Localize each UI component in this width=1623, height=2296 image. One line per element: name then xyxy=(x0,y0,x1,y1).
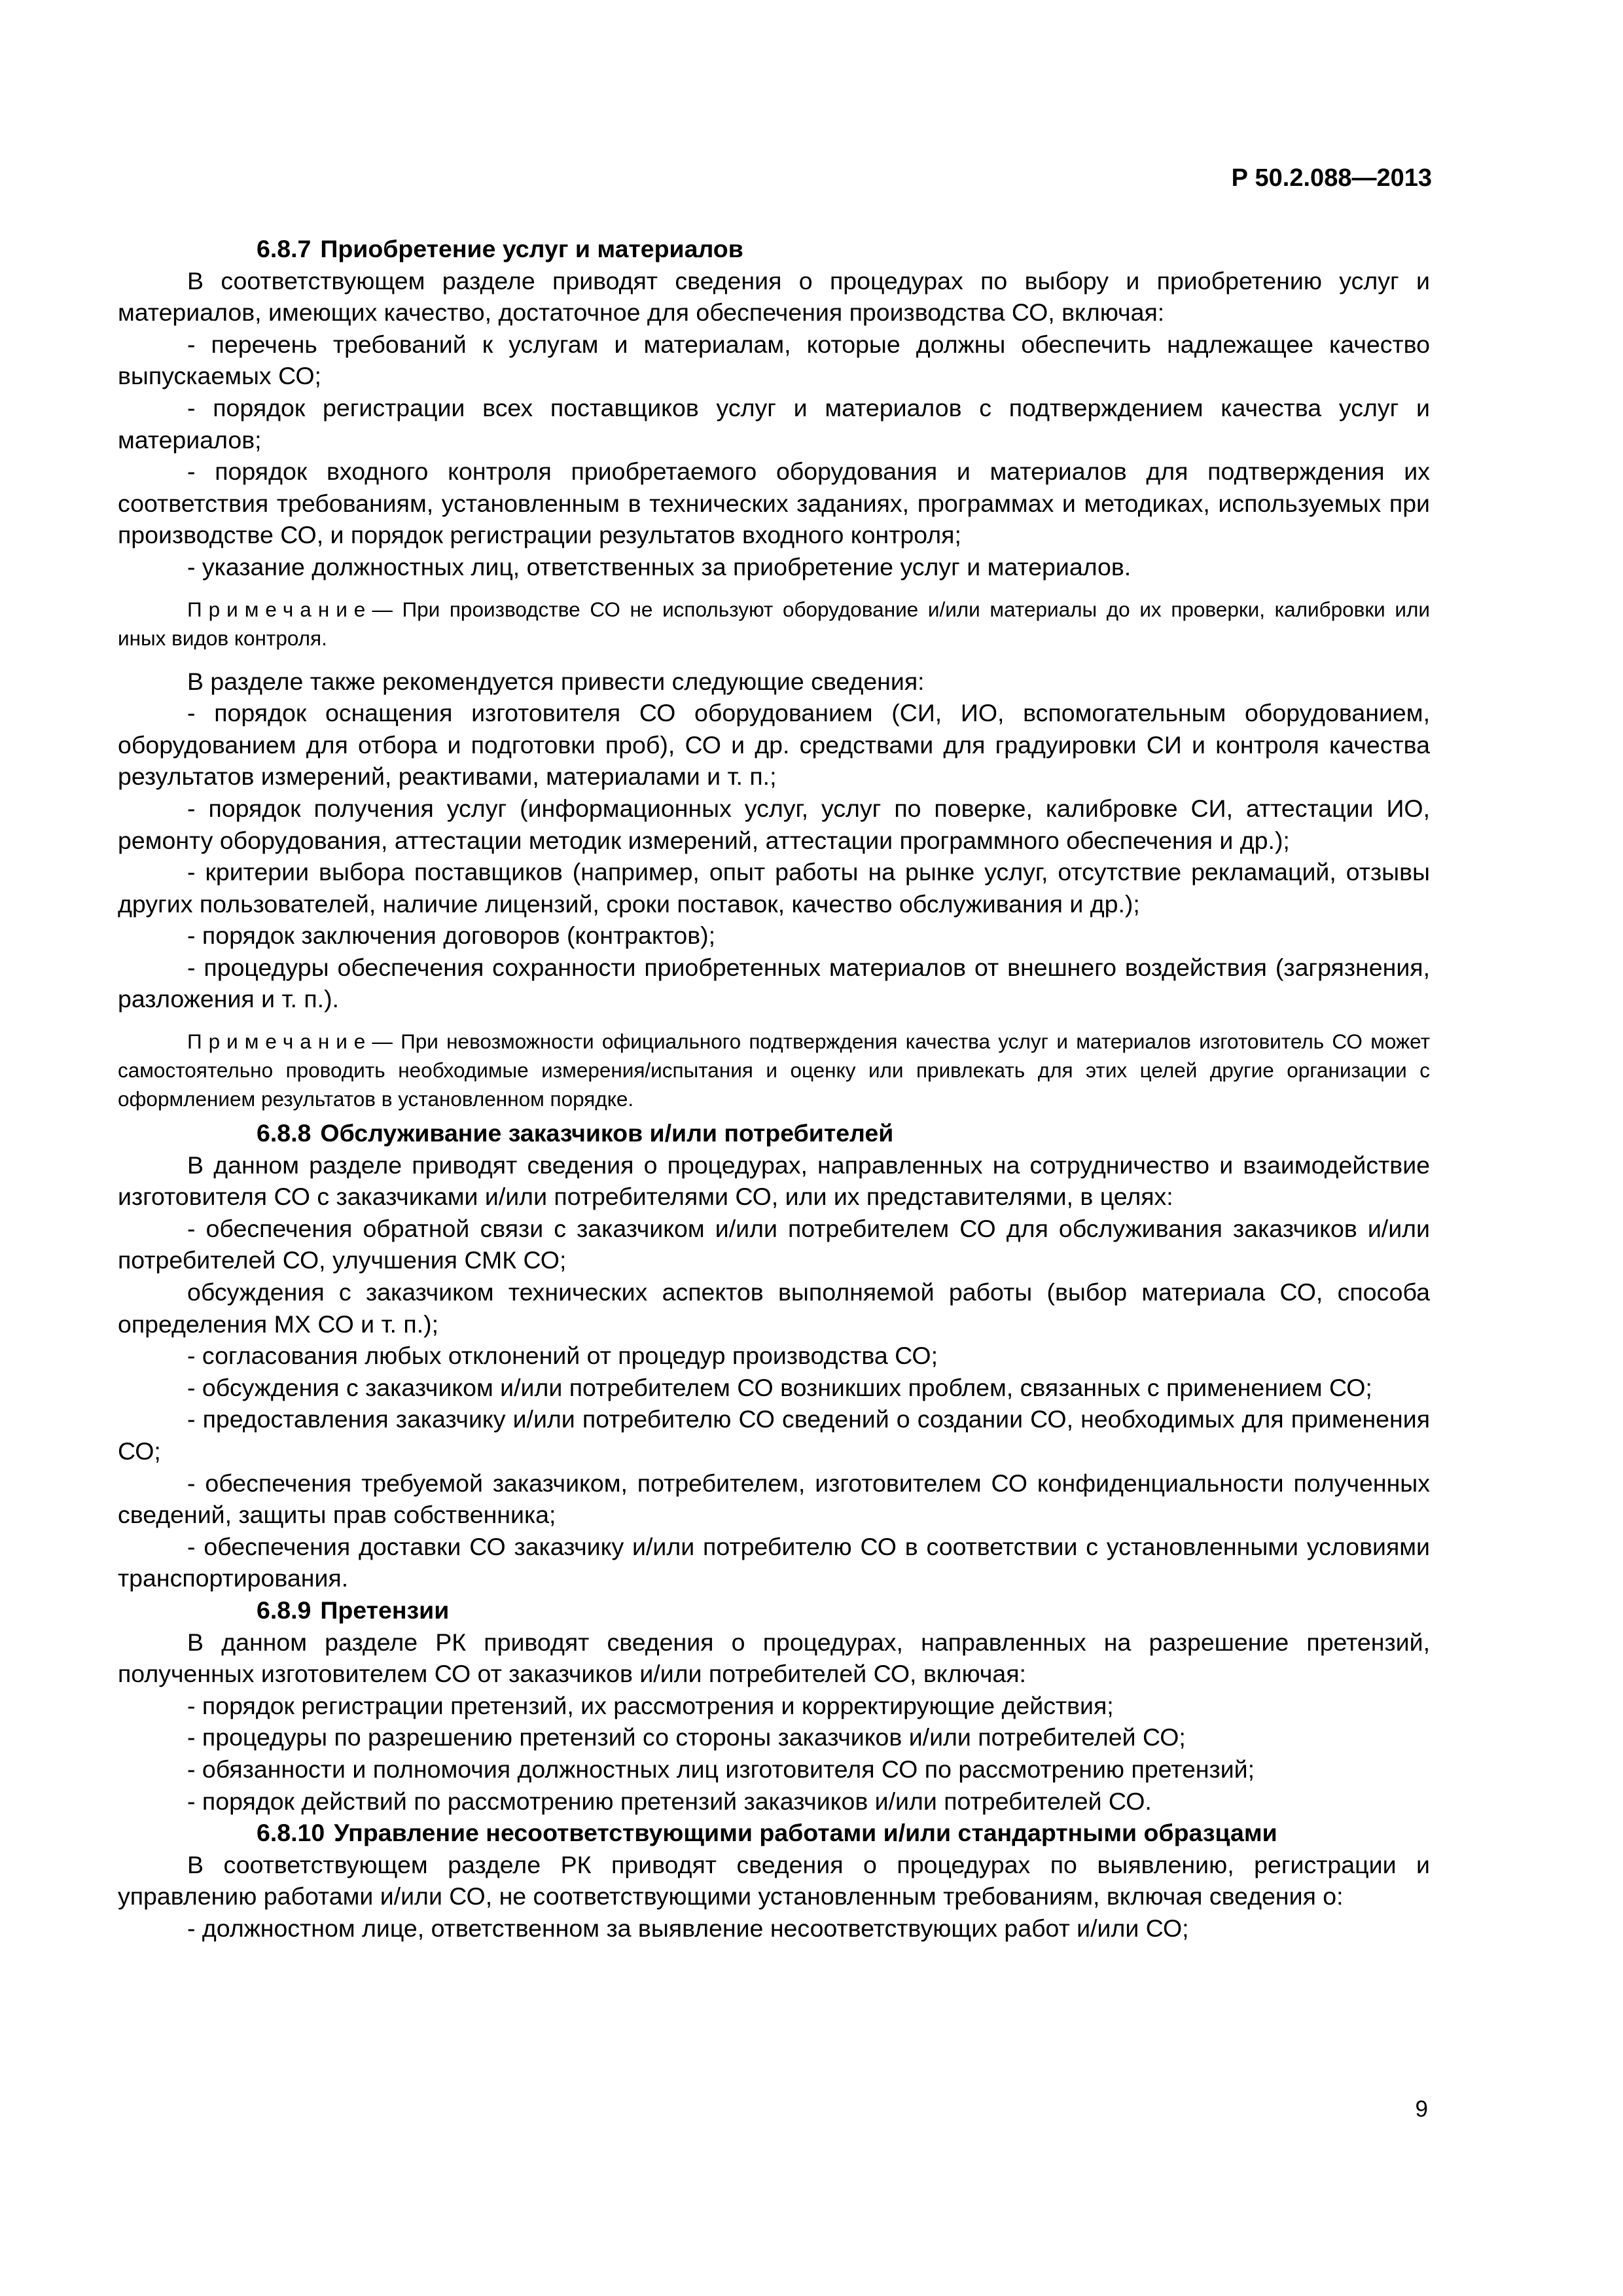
list-item: - обязанности и полномочия должностных лиц изготовителя СО по рассмотрению претензий; xyxy=(187,1755,1255,1783)
note-label: Примечание xyxy=(187,1030,372,1054)
list-item: - предоставления заказчику и/или потребителю СО сведений о создании СО, необходимых для применения СО; xyxy=(118,1405,1430,1465)
section-number: 6.8.10 xyxy=(257,1819,325,1847)
note-text: — При производстве СО не используют оборудование и/или материалы до их проверки, калибровки или иных видов контроля. xyxy=(118,597,1430,650)
page-content xyxy=(118,233,1430,1945)
list-item: - указание должностных лиц, ответственных за приобретение услуг и материалов. xyxy=(187,552,1132,581)
section-heading-6-8-8 xyxy=(118,1117,1430,1149)
section-title: Управление несоответствующими работами и/или стандартными образцами xyxy=(334,1819,1277,1847)
section-heading-6-8-10 xyxy=(118,1817,1430,1849)
paragraph: В соответствующем разделе приводят сведения о процедурах по выбору и приобретению услуг и материалов, имеющих качество, достаточное для обеспечения производства СО, включая: xyxy=(118,266,1430,327)
list-item: - порядок оснащения изготовителя СО оборудованием (СИ, ИО, вспомогательным оборудованием, оборудованием для отбора и подготовки проб), СО и др. средствами для градуировки СИ и контроля качества результатов измерений, реактивами, материалами и т. п.; xyxy=(118,699,1430,791)
list-item: - обеспечения обратной связи с заказчиком и/или потребителем СО для обслуживания заказчиков и/или потребителей СО, улучшения СМК СО; xyxy=(118,1214,1430,1274)
paragraph: В разделе также рекомендуется привести следующие сведения: xyxy=(187,667,925,695)
note-text: — При невозможности официального подтверждения качества услуг и материалов изготовитель СО может самостоятельно проводить необходимые измерения/испытания и оценку или привлекать для этих целей другие организации с оформлением результатов в установленном порядке. xyxy=(118,1030,1430,1111)
list-item: - порядок действий по рассмотрению претензий заказчиков и/или потребителей СО. xyxy=(187,1787,1152,1815)
list-item: - процедуры обеспечения сохранности приобретенных материалов от внешнего воздействия (загрязнения, разложения и т. п.). xyxy=(118,953,1430,1013)
list-item: - порядок получения услуг (информационных услуг, услуг по поверке, калибровке СИ, аттестации ИО, ремонту оборудования, аттестации методик измерений, аттестации программного обеспечения и др.); xyxy=(118,794,1430,854)
note xyxy=(118,1027,1430,1113)
list-item: - обеспечения требуемой заказчиком, потребителем, изготовителем СО конфиденциальности полученных сведений, защиты прав собственника; xyxy=(118,1469,1430,1529)
list-item: - порядок заключения договоров (контрактов); xyxy=(187,922,716,950)
section-number: 6.8.9 xyxy=(257,1596,312,1624)
document-code: Р 50.2.088—2013 xyxy=(1231,164,1432,192)
list-item: - перечень требований к услугам и материалам, которые должны обеспечить надлежащее качество выпускаемых СО; xyxy=(118,330,1430,390)
list-item: - порядок входного контроля приобретаемого оборудования и материалов для подтверждения их соответствия требованиям, установленным в технических заданиях, программах и методиках, используемых при производстве СО, и порядок регистрации результатов входного контроля; xyxy=(118,457,1430,549)
list-item: - согласования любых отклонений от процедур производства СО; xyxy=(187,1342,938,1370)
list-item: - обеспечения доставки СО заказчику и/или потребителю СО в соответствии с установленными условиями транспортирования. xyxy=(118,1532,1430,1592)
paragraph: В данном разделе РК приводят сведения о процедурах, направленных на разрешение претензий, полученных изготовителем СО от заказчиков и/или потребителей СО, включая: xyxy=(118,1628,1430,1688)
page-number: 9 xyxy=(1415,2096,1428,2122)
section-heading-6-8-7 xyxy=(118,233,1430,265)
section-title: Обслуживание заказчиков и/или потребителей xyxy=(320,1119,894,1147)
list-item: - должностном лице, ответственном за выявление несоответствующих работ и/или СО; xyxy=(187,1914,1189,1942)
note xyxy=(118,595,1430,653)
section-number: 6.8.8 xyxy=(257,1119,312,1147)
section-number: 6.8.7 xyxy=(257,235,312,262)
list-item: - критерии выбора поставщиков (например, опыт работы на рынке услуг, отсутствие рекламаций, отзывы других пользователей, наличие лицензий, сроки поставок, качество обслуживания и др.); xyxy=(118,858,1430,918)
section-title: Приобретение услуг и материалов xyxy=(320,235,743,262)
list-item: - порядок регистрации всех поставщиков услуг и материалов с подтверждением качества услуг и материалов; xyxy=(118,393,1430,454)
section-heading-6-8-9 xyxy=(118,1594,1430,1626)
paragraph: В данном разделе приводят сведения о процедурах, направленных на сотрудничество и взаимодействие изготовителя СО с заказчиками и/или потребителями СО, или их представителями, в целях: xyxy=(118,1151,1430,1211)
note-label: Примечание xyxy=(187,597,372,621)
list-item: - процедуры по разрешению претензий со стороны заказчиков и/или потребителей СО; xyxy=(187,1723,1186,1751)
list-item: - обсуждения с заказчиком и/или потребителем СО возникших проблем, связанных с применением СО; xyxy=(187,1373,1372,1401)
list-item: обсуждения с заказчиком технических аспектов выполняемой работы (выбор материала СО, способа определения МХ СО и т. п.); xyxy=(118,1278,1430,1338)
list-item: - порядок регистрации претензий, их рассмотрения и корректирующие действия; xyxy=(187,1691,1114,1719)
section-title: Претензии xyxy=(320,1596,450,1624)
paragraph: В соответствующем разделе РК приводят сведения о процедурах по выявлению, регистрации и управлению работами и/или СО, не соответствующими установленным требованиям, включая сведения о: xyxy=(118,1850,1430,1910)
